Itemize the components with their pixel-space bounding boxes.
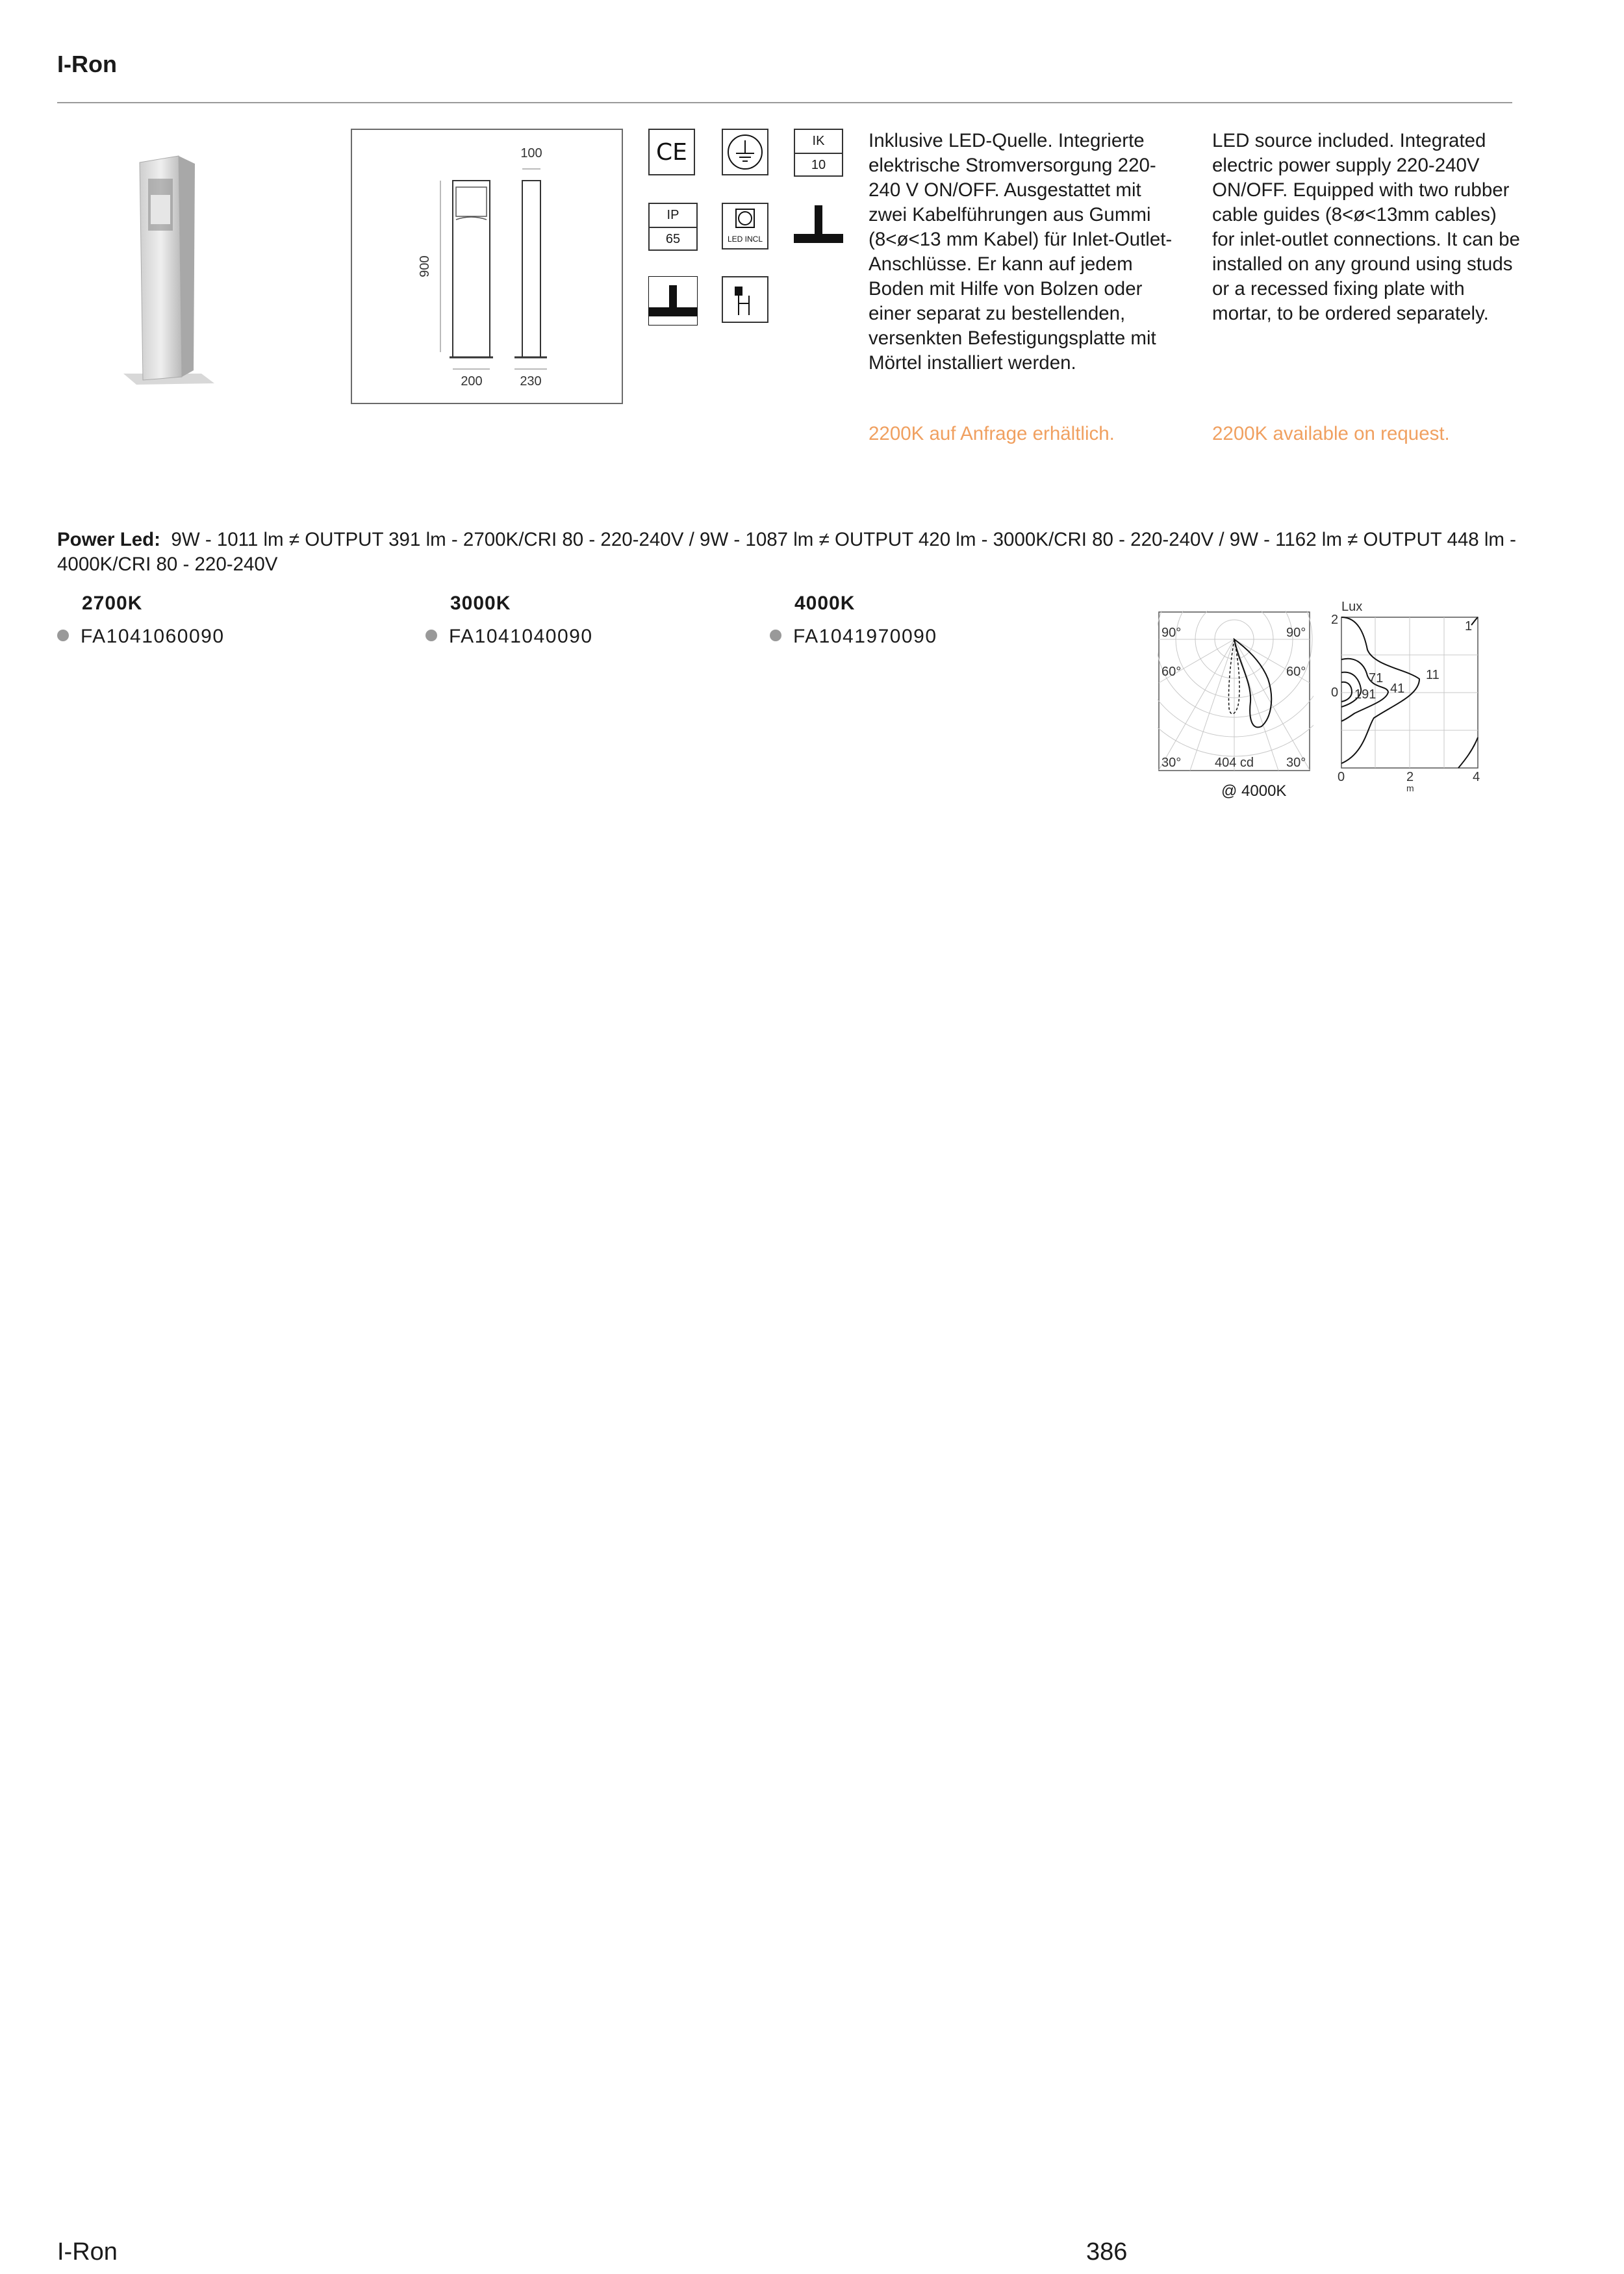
dim-base-left: 200 xyxy=(461,374,483,389)
bullet-icon xyxy=(57,630,69,641)
lux-x-0: 0 xyxy=(1338,770,1345,784)
bullet-icon xyxy=(425,630,437,641)
dim-top: 100 xyxy=(520,146,542,160)
footer-title: I-Ron xyxy=(57,2238,118,2266)
ip-rating-badge xyxy=(648,203,698,251)
ik-value: 10 xyxy=(795,153,842,177)
lux-unit: Lux xyxy=(1341,600,1363,614)
availability-note-de: 2200K auf Anfrage erhältlich. xyxy=(869,423,1115,444)
polar-condition: @ 4000K xyxy=(1221,782,1287,800)
lux-y-zero: 0 xyxy=(1331,685,1339,700)
variant-code-2700: FA1041060090 xyxy=(57,626,225,648)
description-en: LED source included. Integrated electric power supply 220-240V ON/OFF. Equipped with two rubber cable guides (8<ø<13mm cables) for inlet-outlet connections. It can be installed on any ground using studs or a recessed fixing plate with mortar, to be ordered separately. xyxy=(1212,130,1520,324)
variant-temp-4000: 4000K xyxy=(794,593,856,614)
ce-mark-icon xyxy=(648,129,695,175)
led-incl-label: LED INCL xyxy=(727,235,763,244)
variant-code-4000: FA1041970090 xyxy=(770,626,937,648)
lux-y-top: 2 xyxy=(1331,613,1339,627)
lux-contour-41: 41 xyxy=(1390,682,1405,696)
page-number: 386 xyxy=(1086,2238,1128,2266)
lux-contour-191: 191 xyxy=(1354,687,1377,702)
led-included-icon xyxy=(722,203,768,249)
availability-note-en: 2200K available on request. xyxy=(1212,423,1450,444)
header-divider xyxy=(57,102,1512,103)
page-title: I-Ron xyxy=(57,51,117,77)
polar-label-30-right: 30° xyxy=(1286,756,1306,770)
lux-contour-1: 1 xyxy=(1465,619,1473,633)
recessed-mount-icon xyxy=(648,276,695,323)
lux-x-4: 4 xyxy=(1473,770,1480,784)
polar-label-90-left: 90° xyxy=(1161,626,1182,640)
polar-label-30-left: 30° xyxy=(1161,756,1182,770)
earth-ground-icon xyxy=(722,129,768,175)
dim-base-right: 230 xyxy=(520,374,542,389)
junction-icon xyxy=(722,276,768,323)
variant-temp-3000: 3000K xyxy=(450,593,511,614)
svg-text:CE: CE xyxy=(656,139,687,166)
variant-code-3000: FA1041040090 xyxy=(425,626,593,648)
power-label: Power Led: xyxy=(57,529,160,550)
dim-height: 900 xyxy=(418,255,432,277)
dimension-drawing xyxy=(351,129,623,404)
ik-label: IK xyxy=(812,134,825,148)
lux-contour-11: 11 xyxy=(1426,668,1440,682)
lux-diagram xyxy=(1328,598,1484,799)
power-text: 9W - 1011 lm ≠ OUTPUT 391 lm - 2700K/CRI 80 - 220-240V / 9W - 1087 lm ≠ OUTPUT 420 lm - 3000K/CRI 80 - 220-240V / 9W - 1162 lm ≠ OUTPUT 448 lm - 4000K/CRI 80 - 220-240V xyxy=(57,529,1517,575)
description-de: Inklusive LED-Quelle. Integrierte elektrische Stromversorgung 220-240 V ON/OFF. Ausgestattet mit zwei Kabelführungen aus Gummi (8<ø<13 mm Kabel) für Inlet-Outlet-Anschlüsse. Er kann auf jedem Boden mit Hilfe von Bolzen oder einer separat zu bestellenden, versenkten Befestigungsplatte mit Mörtel installiert werden. xyxy=(869,130,1173,374)
bullet-icon xyxy=(770,630,781,641)
polar-peak-label: 404 cd xyxy=(1214,756,1254,770)
polar-label-90-right: 90° xyxy=(1286,626,1306,640)
ip-value: 65 xyxy=(650,227,696,251)
variant-temp-2700: 2700K xyxy=(82,593,143,614)
lux-contour-71: 71 xyxy=(1369,671,1384,685)
ground-mount-icon xyxy=(794,203,841,249)
product-image xyxy=(117,149,221,390)
power-spec xyxy=(57,528,1519,577)
ik-rating-badge xyxy=(794,129,843,177)
ip-label: IP xyxy=(666,208,679,222)
polar-label-60-right: 60° xyxy=(1286,665,1306,679)
polar-label-60-left: 60° xyxy=(1161,665,1182,679)
lux-x-unit: m xyxy=(1406,783,1414,793)
polar-diagram xyxy=(1158,611,1313,773)
lux-x-2: 2 xyxy=(1406,770,1414,784)
